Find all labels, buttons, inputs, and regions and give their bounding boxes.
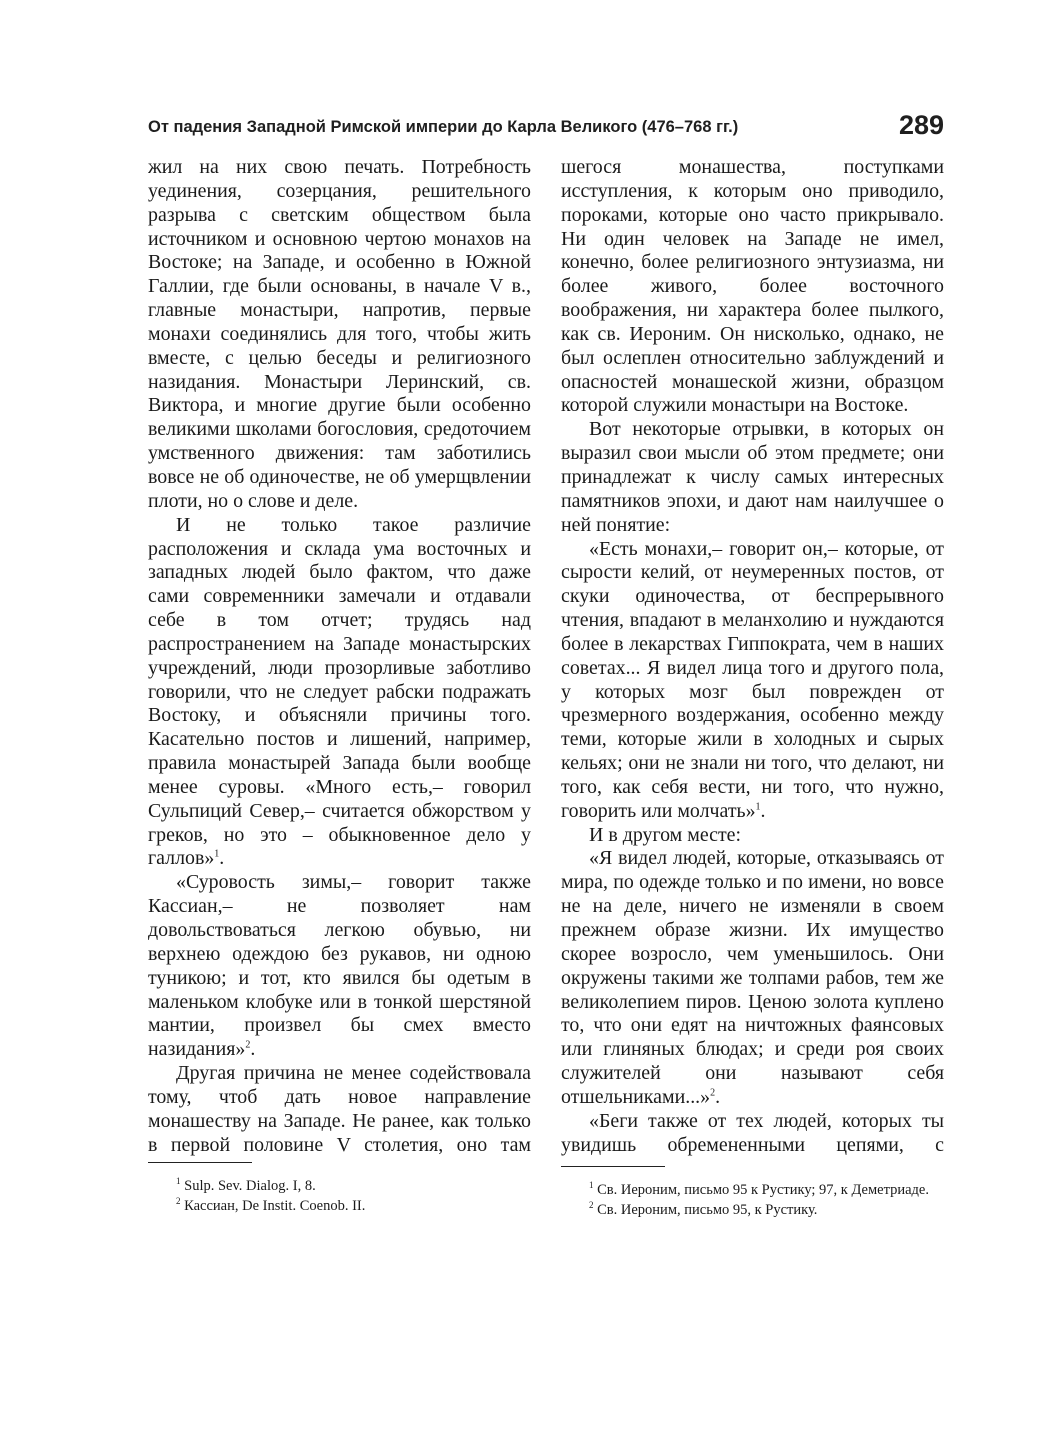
- footnote: $^2$ Кассиан, De Instit. Coenob. II.: [176, 1196, 366, 1214]
- footnote-ref: 2: [710, 1087, 716, 1099]
- running-header: [148, 110, 944, 146]
- footnotes-right: [561, 1180, 944, 1220]
- paragraph: Другая причина не менее содействовала тому, чтоб дать новое направление монашеству на Западе. Не ранее, как только в первой половине V столетия, оно там: [148, 1062, 531, 1156]
- paragraph: «Есть монахи,– говорит он,– которые, от сырости келий, от неумеренных постов, от скуки одиночества, от беспрерывного чтения, впадают в меланхолию и нуждаются более в лекарствах Гиппократа, чем в наших советах... Я видел лица того и другого пола, у которых мозг был поврежден от чрезмерного воздержания, особенно между теми, которые жили в холодных и сырых кельях; они не знали ни того, что делают, ни того, как себя вести, ни того, что нужно, говорить или молчать»$^1$.: [561, 537, 944, 822]
- footnotes-left: [148, 1176, 531, 1216]
- running-title: От падения Западной Римской империи до Карла Великого (476–768 гг.): [148, 118, 739, 136]
- right-column: [561, 156, 944, 1156]
- paragraph: «Беги также от тех людей, которых ты увидишь обремененными цепями, с: [561, 1109, 944, 1156]
- paragraph: «Я видел людей, которые, отказываясь от мира, по одежде только и по имени, но вовсе не на деле, ничего не изменяли в своем прежнем образе жизни. Их имущество скорее возросло, чем уменьшилось. Они окружены такими же толпами рабов, тем же великолепием пиров. Ценою золота куплено то, что они едят на ничтожных фаянсовых или глиняных блюдах; и среди роя своих служителей они называют себя отшельниками...»$^2$.: [561, 847, 944, 1108]
- page-number: 289: [898, 110, 944, 140]
- paragraph: Вот некоторые отрывки, в которых он выразил свои мысли об этом предмете; они принадлежат к числу самых интересных памятников эпохи, и дают нам наилучшее о ней понятие:: [561, 418, 944, 536]
- footnote-separator-right: [561, 1166, 665, 1167]
- paragraph: И не только такое различие расположения и склада ума восточных и западных людей было фактом, что даже сами современники замечали и отдавали себе в том отчет; трудясь над распространением на Западе монастырских учреждений, люди прозорливые заботливо говорили, что не следует рабски подражать Востоку, и объясняли причины того. Касательно постов и лишений, например, правила монастырей Запада были вообще менее суровы. «Много есть,– говорил Сульпиций Север,– считается обжорством у греков, но это – обыкновенное дело у галлов»$^1$.: [148, 513, 531, 870]
- paragraph: «Суровость зимы,– говорит также Кассиан,– не позволяет нам довольствоваться легкою обувью, ни верхнею одеждою без рукавов, ни одною туникою; и тот, кто явился бы одетым в маленьком клобуке или в тонкой шерстяной мантии, произвел бы смех вместо назидания»$^2$.: [148, 871, 531, 1061]
- paragraph: И в другом месте:: [589, 823, 742, 846]
- footnote-ref: 1: [755, 801, 761, 813]
- footnote-separator-left: [148, 1162, 252, 1163]
- footnote: $^1$ Св. Иероним, письмо 95 к Рустику; 97, к Деметриаде.: [589, 1180, 929, 1198]
- footnote: $^1$ Sulp. Sev. Dialog. I, 8.: [176, 1176, 316, 1194]
- footnote-ref: 1: [214, 848, 220, 860]
- footnote-ref: 2: [245, 1039, 251, 1051]
- paragraph: жил на них свою печать. Потребность уединения, созерцания, решительного разрыва с светским обществом была источником и основною чертою монахов на Востоке; на Западе, и особенно в Южной Галлии, где были основаны, в начале V в., главные монастыри, напротив, первые монахи соединялись для того, чтобы жить вместе, с целью беседы и религиозного назидания. Монастыри Леринский, св. Виктора, и многие другие были особенно великими школами богословия, средоточием умственного движения: там заботились вовсе не об одиночестве, не об умерщвлении плоти, но о слове и деле.: [148, 156, 531, 512]
- left-column: [148, 156, 531, 1156]
- footnote: $^2$ Св. Иероним, письмо 95, к Рустику.: [589, 1200, 818, 1218]
- paragraph: шегося монашества, поступками исступления, к которым оно приводило, пороками, которые оно часто прикрывало. Ни один человек на Западе не имел, конечно, более религиозного энтузиазма, ни более живого, более восточного воображения, ни характера более пылкого, как св. Иероним. Он нисколько, однако, не был ослеплен относительно заблуждений и опасностей монашеской жизни, образцом которой служили монастыри на Востоке.: [561, 156, 944, 417]
